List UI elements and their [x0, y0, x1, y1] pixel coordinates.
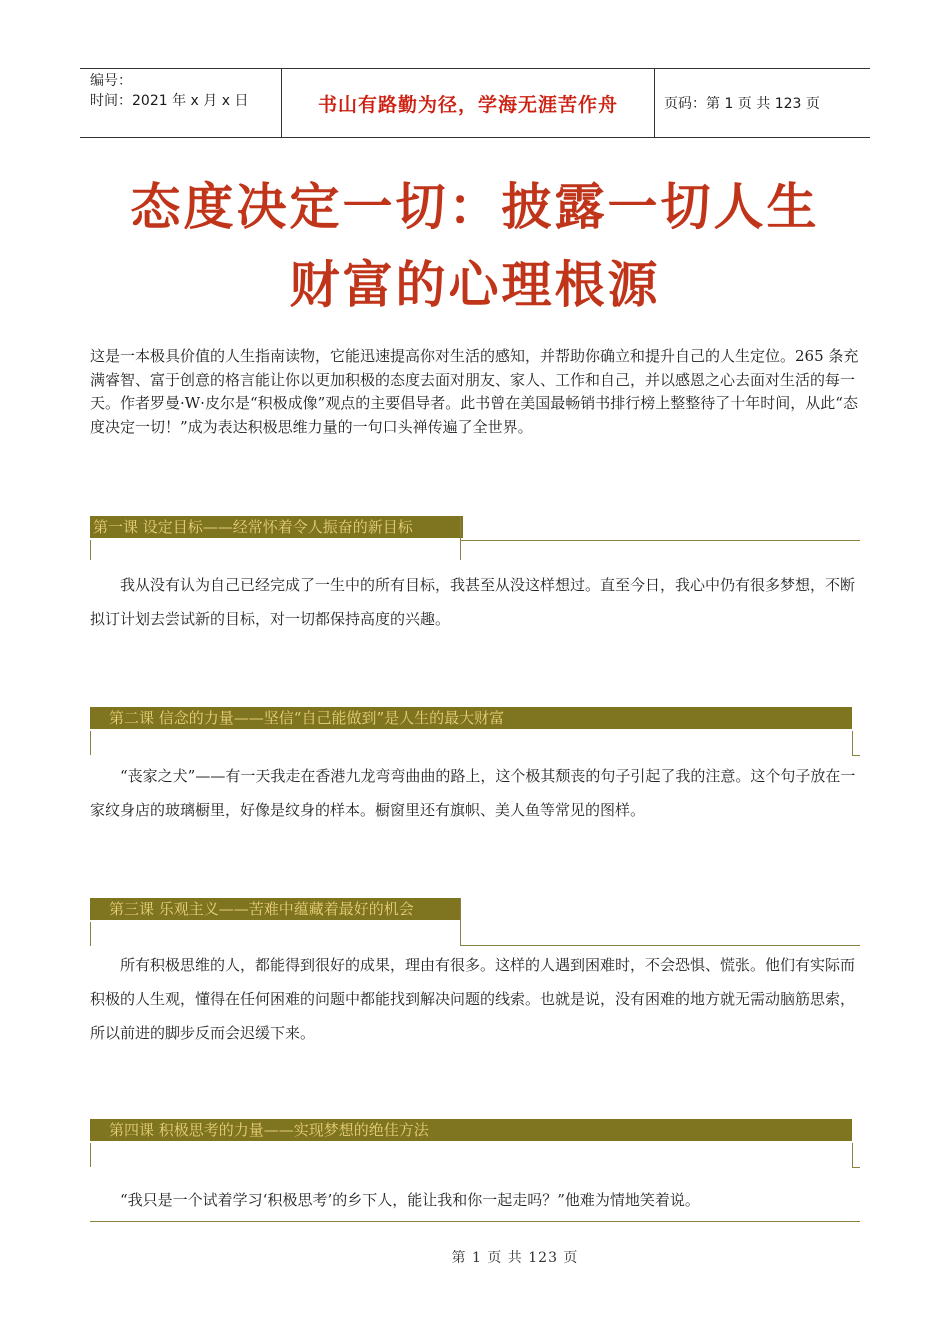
- section-body: 所有积极思维的人，都能得到很好的成果，理由有很多。这样的人遇到困难时，不会恐惧、慌张。他们有实际而积极的人生观，懂得在任何困难的问题中都能找到解决问题的线索。也就是说，没有困难的地方就无需动脑筋思索，所以前进的脚步反而会迟缓下来。: [90, 956, 856, 1042]
- section-3: [90, 898, 860, 1050]
- section-1: [90, 516, 860, 636]
- frame-line: [852, 755, 860, 756]
- frame-line: [90, 1143, 91, 1167]
- frame-line: [90, 540, 91, 560]
- intro-paragraph: 这是一本极具价值的人生指南读物，它能迅速提高你对生活的感知，并帮助你确立和提升自己的人生定位。265 条充满睿智、富于创意的格言能让你以更加积极的态度去面对朋友、家人、工作和自己，并以感恩之心去面对生活的每一天。作者罗曼·W·皮尔是“积极成像”观点的主要倡导者。此书曾在美国最畅销书排行榜上整整待了十年时间，从此“态度决定一切！”成为表达积极思维力量的一句口头禅传遍了全世界。: [90, 347, 859, 436]
- section-heading-box: [90, 898, 860, 922]
- page-title: [60, 168, 890, 324]
- header-page-label: 页码：第 1 页 共 123 页: [664, 96, 820, 112]
- header-motto: 书山有路勤为径，学海无涯苦作舟: [281, 69, 655, 137]
- frame-line: [90, 922, 91, 946]
- section-heading: 第四课 积极思考的力量——实现梦想的绝佳方法: [90, 1119, 852, 1141]
- section-heading: 第三课 乐观主义——苦难中蕴藏着最好的机会: [90, 898, 460, 920]
- section-heading-box: [90, 516, 860, 540]
- section-heading-box: [90, 1119, 860, 1143]
- frame-line: [852, 1167, 860, 1168]
- section-body: “丧家之犬”——有一天我走在香港九龙弯弯曲曲的路上，这个极其颓丧的句子引起了我的注意。这个句子放在一家纹身店的玻璃橱里，好像是纹身的样本。橱窗里还有旗帜、美人鱼等常见的图样。: [90, 767, 856, 819]
- section-heading-box: [90, 707, 860, 731]
- frame-line: [852, 731, 853, 755]
- title-line-1: 态度决定一切：披露一切人生: [130, 177, 820, 236]
- number-label: 编号：: [90, 73, 132, 89]
- footer-divider: [90, 1221, 860, 1222]
- section-body: 我从没有认为自己已经完成了一生中的所有目标，我甚至从没这样想过。直至今日，我心中仍有很多梦想，不断拟订计划去尝试新的目标，对一切都保持高度的兴趣。: [90, 576, 856, 628]
- title-line-2: 财富的心理根源: [289, 255, 661, 314]
- frame-line: [460, 516, 461, 560]
- document-header: [80, 68, 870, 138]
- section-body: “我只是一个试着学习‘积极思考’的乡下人，能让我和你一起走吗？”他难为情地笑着说。: [120, 1191, 700, 1209]
- frame-line: [90, 731, 91, 755]
- frame-line: [460, 540, 860, 541]
- section-heading: 第一课 设定目标——经常怀着令人振奋的新目标: [90, 516, 463, 538]
- frame-line: [460, 945, 860, 946]
- section-4: [90, 1119, 860, 1217]
- section-2: [90, 707, 860, 827]
- date-label: 时间：2021 年 x 月 x 日: [90, 93, 249, 109]
- frame-line: [460, 898, 461, 946]
- header-info-cell: [80, 69, 280, 137]
- section-heading: 第二课 信念的力量——坚信“自己能做到”是人生的最大财富: [90, 707, 852, 729]
- page-footer: 第 1 页 共 123 页: [451, 1250, 579, 1266]
- frame-line: [852, 1143, 853, 1167]
